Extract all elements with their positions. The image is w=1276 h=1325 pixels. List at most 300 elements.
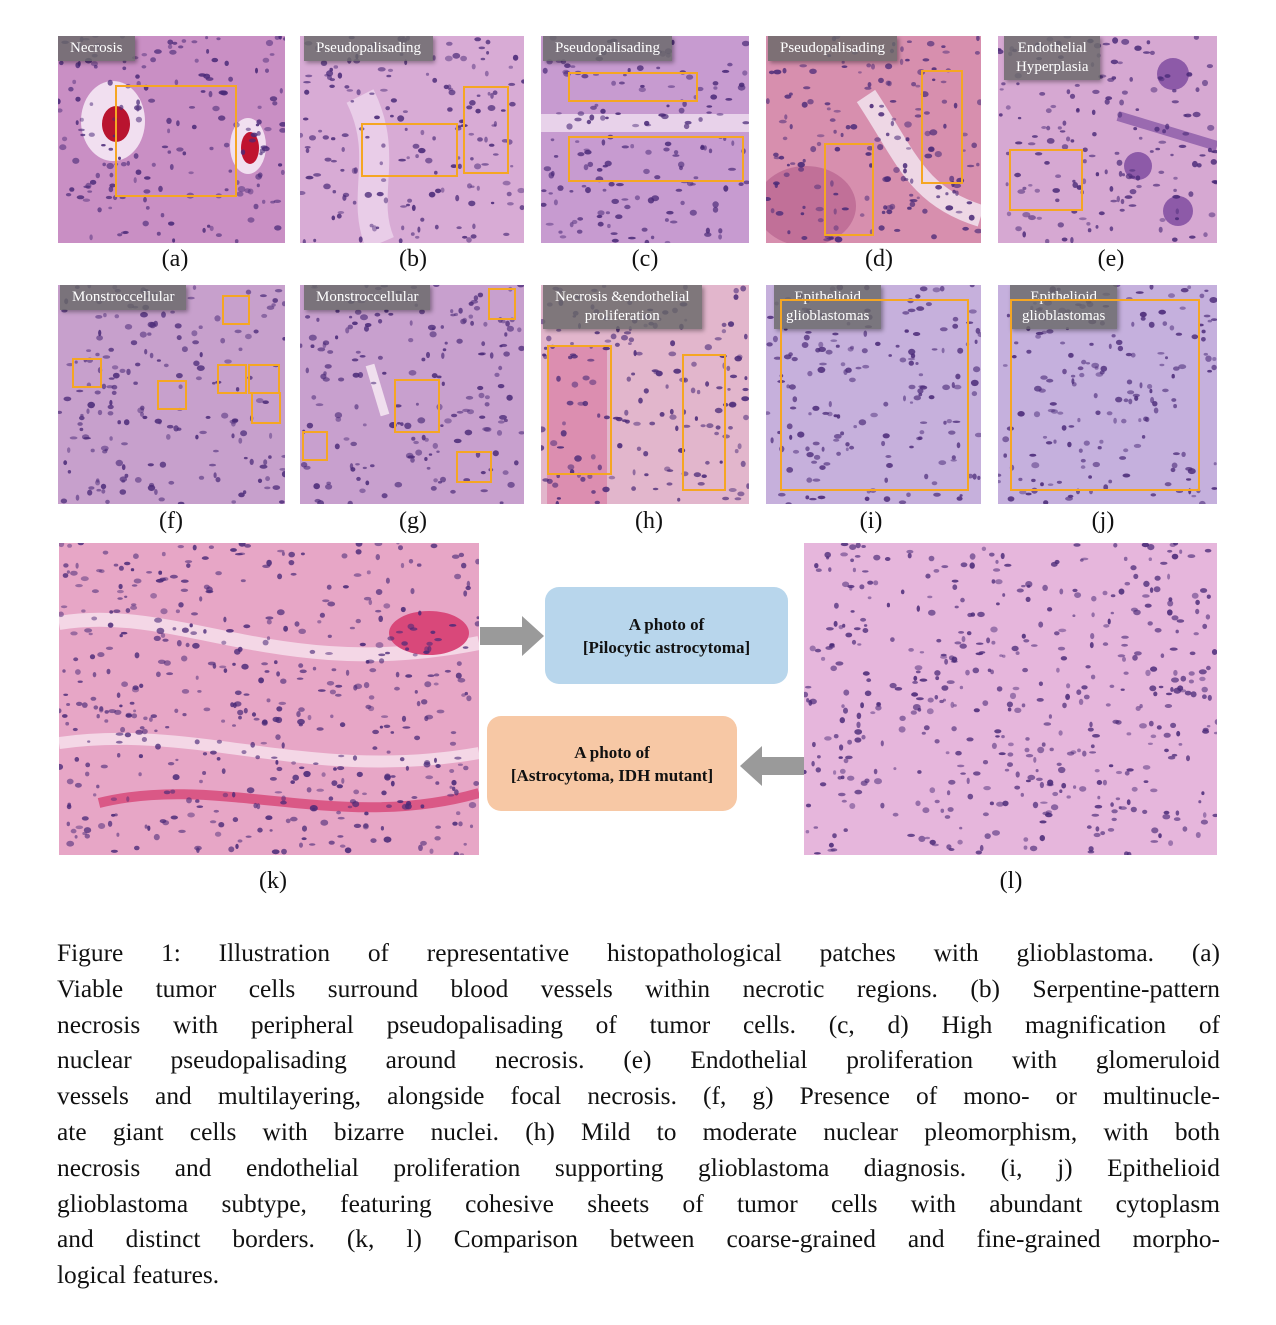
nucleus-dot	[434, 836, 440, 840]
nucleus-dot	[329, 796, 334, 800]
nucleus-dot	[1162, 129, 1166, 133]
nucleus-dot	[114, 564, 119, 567]
nucleus-dot	[83, 199, 90, 202]
nucleus-dot	[1155, 576, 1161, 581]
nucleus-dot	[729, 402, 737, 408]
nucleus-dot	[922, 732, 926, 735]
nucleus-dot	[783, 137, 788, 141]
nucleus-dot	[922, 209, 927, 214]
nucleus-dot	[255, 68, 258, 74]
nucleus-dot	[1116, 771, 1122, 774]
nucleus-dot	[957, 765, 964, 768]
nucleus-dot	[270, 829, 273, 832]
nucleus-dot	[307, 787, 312, 792]
nucleus-dot	[401, 607, 406, 612]
nucleus-dot	[480, 352, 486, 355]
nucleus-dot	[1108, 619, 1111, 625]
nucleus-dot	[967, 201, 973, 204]
nucleus-dot	[131, 568, 134, 571]
nucleus-dot	[1061, 783, 1066, 789]
nucleus-dot	[458, 164, 462, 169]
nucleus-dot	[275, 760, 278, 765]
nucleus-dot	[840, 717, 845, 723]
nucleus-dot	[458, 764, 463, 766]
nucleus-dot	[217, 757, 221, 761]
nucleus-dot	[73, 728, 78, 731]
nucleus-dot	[1165, 74, 1171, 78]
nucleus-dot	[465, 430, 473, 436]
nucleus-dot	[970, 562, 975, 568]
nucleus-dot	[297, 719, 305, 725]
nucleus-dot	[376, 642, 384, 648]
nucleus-dot	[1025, 581, 1032, 587]
nucleus-dot	[309, 135, 316, 140]
nucleus-dot	[906, 137, 910, 141]
nucleus-dot	[91, 617, 97, 621]
nucleus-dot	[1105, 96, 1112, 100]
nucleus-dot	[397, 800, 403, 803]
nucleus-dot	[1148, 743, 1153, 745]
nucleus-dot	[103, 355, 111, 358]
nucleus-dot	[85, 834, 90, 839]
nucleus-dot	[108, 709, 116, 713]
nucleus-dot	[718, 228, 722, 233]
nucleus-dot	[643, 451, 648, 456]
annotation-box	[824, 143, 874, 236]
nucleus-dot	[71, 829, 77, 834]
nucleus-dot	[355, 310, 362, 315]
nucleus-dot	[633, 469, 636, 475]
nucleus-dot	[1110, 200, 1117, 203]
caption-line: nuclear pseudopalisading around necrosis. (e) Endothelial proliferation with glomeruloid	[57, 1046, 1220, 1075]
nucleus-dot	[1176, 208, 1179, 214]
nucleus-dot	[849, 803, 855, 809]
nucleus-dot	[96, 478, 99, 482]
nucleus-dot	[1058, 126, 1062, 129]
nucleus-dot	[779, 120, 787, 124]
nucleus-dot	[1010, 693, 1016, 699]
nucleus-dot	[847, 585, 854, 588]
nucleus-dot	[109, 610, 113, 613]
nucleus-dot	[1042, 742, 1046, 746]
nucleus-dot	[426, 642, 432, 646]
nucleus-dot	[952, 190, 956, 194]
nucleus-dot	[387, 636, 394, 640]
nucleus-dot	[826, 627, 834, 630]
tag-line: Necrosis &endothelial	[555, 289, 690, 305]
nucleus-dot	[230, 702, 234, 707]
nucleus-dot	[506, 395, 512, 401]
nucleus-dot	[1082, 751, 1086, 757]
nucleus-dot	[313, 483, 320, 489]
caption-line: Figure 1: Illustration of representative histopathological patches with glioblastoma. (a)	[57, 939, 1220, 967]
nucleus-dot	[250, 459, 254, 465]
nucleus-dot	[802, 206, 805, 209]
nucleus-dot	[464, 843, 467, 846]
nucleus-dot	[971, 612, 976, 616]
nucleus-dot	[383, 603, 390, 608]
nucleus-dot	[295, 621, 300, 626]
nucleus-dot	[363, 467, 367, 469]
nucleus-dot	[843, 690, 849, 696]
nucleus-dot	[272, 298, 278, 303]
nucleus-dot	[199, 780, 203, 783]
nucleus-dot	[901, 176, 906, 182]
nucleus-dot	[783, 68, 787, 74]
nucleus-dot	[210, 751, 217, 755]
nucleus-dot	[1066, 683, 1070, 688]
nucleus-dot	[191, 40, 197, 43]
nucleus-dot	[1016, 651, 1020, 655]
nucleus-dot	[983, 786, 991, 790]
nucleus-dot	[967, 631, 972, 635]
nucleus-dot	[830, 118, 836, 122]
nucleus-dot	[62, 669, 65, 673]
nucleus-dot	[444, 418, 452, 423]
nucleus-dot	[193, 285, 196, 290]
nucleus-dot	[387, 751, 391, 754]
nucleus-dot	[213, 450, 219, 453]
nucleus-dot	[1088, 728, 1094, 732]
nucleus-dot	[414, 736, 420, 741]
nucleus-dot	[1150, 840, 1158, 843]
nucleus-dot	[940, 286, 945, 292]
nucleus-dot	[771, 437, 774, 443]
nucleus-dot	[481, 341, 485, 346]
nucleus-dot	[430, 631, 435, 634]
nucleus-dot	[995, 579, 1003, 584]
nucleus-dot	[75, 835, 78, 839]
nucleus-dot	[282, 742, 285, 748]
nucleus-dot	[182, 689, 189, 694]
nucleus-dot	[894, 229, 900, 232]
panel-h-tag	[543, 285, 702, 329]
nucleus-dot	[773, 70, 781, 75]
nucleus-dot	[666, 384, 669, 388]
nucleus-dot	[832, 833, 837, 838]
nucleus-dot	[1092, 814, 1100, 817]
nucleus-dot	[615, 112, 621, 115]
nucleus-dot	[391, 775, 396, 778]
nucleus-dot	[960, 644, 967, 649]
nucleus-dot	[903, 163, 908, 168]
nucleus-dot	[109, 400, 112, 406]
nucleus-dot	[209, 545, 214, 549]
nucleus-dot	[122, 67, 126, 71]
nucleus-dot	[920, 679, 928, 682]
nucleus-dot	[168, 762, 174, 765]
nucleus-dot	[206, 77, 214, 81]
nucleus-dot	[67, 570, 70, 574]
nucleus-dot	[446, 42, 453, 46]
nucleus-dot	[504, 332, 507, 336]
nucleus-dot	[415, 236, 419, 239]
nucleus-dot	[564, 63, 571, 68]
left-arrow-icon	[738, 744, 804, 788]
nucleus-dot	[1023, 639, 1029, 642]
nucleus-dot	[445, 56, 453, 62]
nucleus-dot	[394, 687, 400, 691]
nucleus-dot	[1056, 668, 1060, 673]
nucleus-dot	[178, 545, 184, 548]
nucleus-dot	[1018, 117, 1021, 119]
nucleus-dot	[842, 800, 847, 803]
nucleus-dot	[164, 364, 169, 368]
nucleus-dot	[225, 61, 229, 66]
nucleus-dot	[242, 750, 247, 754]
nucleus-dot	[787, 230, 790, 234]
nucleus-dot	[134, 846, 140, 851]
tag-line: Epithelioid	[794, 289, 861, 305]
nucleus-dot	[486, 51, 489, 55]
nucleus-dot	[1007, 762, 1013, 767]
nucleus-dot	[713, 86, 717, 90]
nucleus-dot	[408, 338, 413, 342]
nucleus-dot	[95, 315, 102, 319]
nucleus-dot	[858, 71, 862, 73]
nucleus-dot	[986, 637, 990, 643]
nucleus-dot	[305, 146, 311, 149]
nucleus-dot	[143, 197, 147, 203]
nucleus-dot	[203, 752, 207, 755]
nucleus-dot	[915, 294, 920, 298]
nucleus-dot	[430, 849, 434, 854]
nucleus-dot	[469, 315, 474, 319]
nucleus-dot	[973, 771, 981, 775]
nucleus-dot	[142, 65, 147, 68]
nucleus-dot	[805, 686, 811, 689]
nucleus-dot	[481, 58, 486, 61]
nucleus-dot	[1022, 668, 1028, 672]
nucleus-dot	[846, 125, 851, 129]
nucleus-dot	[1147, 544, 1154, 550]
nucleus-dot	[1117, 160, 1123, 166]
nucleus-dot	[385, 652, 390, 655]
nucleus-dot	[1063, 121, 1067, 126]
nucleus-dot	[976, 643, 984, 645]
nucleus-dot	[90, 102, 94, 106]
nucleus-dot	[258, 479, 262, 483]
nucleus-dot	[935, 185, 942, 190]
nucleus-dot	[159, 497, 165, 501]
nucleus-dot	[628, 342, 632, 345]
nucleus-dot	[178, 602, 183, 607]
nucleus-dot	[1096, 826, 1100, 831]
nucleus-dot	[1076, 689, 1081, 695]
nucleus-dot	[353, 790, 359, 795]
nucleus-dot	[915, 85, 920, 88]
nucleus-dot	[789, 93, 793, 96]
nucleus-dot	[961, 562, 968, 567]
nucleus-dot	[1059, 589, 1063, 595]
nucleus-dot	[445, 342, 448, 345]
nucleus-dot	[1199, 669, 1207, 674]
nucleus-dot	[330, 690, 336, 695]
nucleus-dot	[109, 436, 112, 441]
nucleus-dot	[260, 148, 266, 153]
nucleus-dot	[930, 787, 936, 793]
nucleus-dot	[386, 578, 390, 584]
nucleus-dot	[1057, 763, 1062, 766]
panel-g-tag: Monstroccellular	[304, 285, 430, 310]
nucleus-dot	[1032, 135, 1038, 138]
nucleus-dot	[1002, 801, 1008, 807]
nucleus-dot	[816, 207, 824, 211]
nucleus-dot	[952, 584, 957, 590]
nucleus-dot	[818, 218, 824, 222]
nucleus-dot	[1012, 646, 1019, 651]
nucleus-dot	[247, 787, 255, 793]
nucleus-dot	[784, 114, 787, 119]
nucleus-dot	[653, 488, 659, 491]
nucleus-dot	[96, 489, 101, 492]
nucleus-dot	[817, 755, 821, 758]
nucleus-dot	[412, 205, 416, 211]
nucleus-dot	[335, 685, 342, 688]
nucleus-dot	[1033, 757, 1036, 763]
nucleus-dot	[939, 700, 944, 703]
nucleus-dot	[890, 100, 897, 103]
nucleus-dot	[395, 482, 403, 488]
nucleus-dot	[381, 826, 384, 831]
nucleus-dot	[1200, 294, 1205, 299]
nucleus-dot	[967, 165, 974, 168]
nucleus-dot	[917, 197, 920, 200]
nucleus-dot	[68, 87, 73, 92]
nucleus-dot	[297, 678, 304, 680]
panel-c-label: (c)	[631, 246, 659, 272]
nucleus-dot	[743, 415, 749, 420]
nucleus-dot	[799, 64, 807, 67]
nucleus-dot	[624, 331, 631, 334]
panel-k-label: (k)	[259, 868, 287, 894]
nucleus-dot	[317, 620, 321, 623]
nucleus-dot	[787, 164, 790, 167]
nucleus-dot	[1047, 783, 1054, 786]
nucleus-dot	[336, 811, 341, 815]
nucleus-dot	[1164, 811, 1170, 815]
nucleus-dot	[1191, 495, 1196, 497]
nucleus-dot	[272, 849, 280, 854]
nucleus-dot	[119, 584, 123, 589]
nucleus-dot	[409, 559, 413, 564]
nucleus-dot	[350, 442, 357, 446]
nucleus-dot	[357, 772, 363, 777]
nucleus-dot	[503, 181, 511, 186]
nucleus-dot	[317, 347, 325, 351]
nucleus-dot	[1201, 337, 1206, 342]
nucleus-dot	[133, 553, 139, 559]
nucleus-dot	[857, 713, 862, 719]
nucleus-dot	[162, 552, 166, 556]
nucleus-dot	[713, 81, 719, 85]
nucleus-dot	[1192, 593, 1199, 599]
nucleus-dot	[1199, 154, 1205, 156]
nucleus-dot	[878, 112, 884, 116]
nucleus-dot	[1173, 189, 1177, 192]
nucleus-dot	[188, 297, 195, 300]
nucleus-dot	[552, 483, 558, 488]
nucleus-dot	[235, 553, 243, 555]
nucleus-dot	[350, 627, 355, 630]
nucleus-dot	[1170, 687, 1173, 692]
nucleus-dot	[935, 676, 939, 680]
panel-i-image	[766, 285, 981, 504]
nucleus-dot	[1076, 108, 1079, 112]
nucleus-dot	[1095, 805, 1103, 809]
nucleus-dot	[1088, 228, 1092, 232]
nucleus-dot	[1174, 817, 1181, 821]
nucleus-dot	[1111, 809, 1117, 813]
nucleus-dot	[1047, 607, 1052, 611]
nucleus-dot	[142, 53, 148, 56]
nucleus-dot	[103, 313, 107, 317]
nucleus-dot	[214, 472, 217, 478]
nucleus-dot	[1110, 685, 1115, 688]
nucleus-dot	[203, 629, 206, 634]
nucleus-dot	[133, 382, 138, 385]
nucleus-dot	[378, 356, 383, 360]
nucleus-dot	[166, 672, 173, 675]
nucleus-dot	[927, 596, 932, 599]
nucleus-dot	[107, 669, 111, 675]
nucleus-dot	[313, 173, 321, 177]
nucleus-dot	[1202, 694, 1207, 699]
nucleus-dot	[178, 45, 183, 48]
nucleus-dot	[349, 316, 352, 319]
nucleus-dot	[177, 640, 182, 646]
nucleus-dot	[456, 811, 460, 815]
nucleus-dot	[1155, 148, 1160, 151]
nucleus-dot	[73, 657, 78, 661]
nucleus-dot	[263, 459, 267, 465]
nucleus-dot	[993, 568, 1000, 572]
nucleus-dot	[241, 149, 245, 155]
nucleus-dot	[267, 698, 271, 702]
nucleus-dot	[976, 851, 982, 855]
nucleus-dot	[1038, 622, 1043, 628]
nucleus-dot	[354, 573, 362, 577]
nucleus-dot	[170, 575, 178, 579]
nucleus-dot	[1207, 64, 1213, 68]
nucleus-dot	[106, 647, 113, 650]
nucleus-dot	[369, 668, 376, 672]
nucleus-dot	[316, 318, 319, 322]
nucleus-dot	[1189, 236, 1196, 239]
nucleus-dot	[1058, 222, 1064, 227]
nucleus-dot	[470, 825, 473, 829]
nucleus-dot	[900, 46, 904, 52]
nucleus-dot	[1172, 100, 1179, 103]
nucleus-dot	[505, 321, 510, 327]
nucleus-dot	[642, 228, 648, 232]
nucleus-dot	[160, 462, 166, 468]
nucleus-dot	[1111, 594, 1116, 597]
nucleus-dot	[270, 53, 275, 56]
nucleus-dot	[265, 815, 272, 820]
nucleus-dot	[734, 294, 739, 300]
nucleus-dot	[1142, 810, 1147, 814]
nucleus-dot	[363, 423, 367, 426]
prompt-box-pilocytic	[545, 587, 788, 684]
nucleus-dot	[885, 63, 892, 69]
nucleus-dot	[636, 352, 643, 356]
nucleus-dot	[407, 199, 412, 203]
nucleus-dot	[384, 837, 392, 843]
nucleus-dot	[631, 373, 635, 376]
nucleus-dot	[558, 231, 562, 234]
nucleus-dot	[261, 145, 268, 148]
